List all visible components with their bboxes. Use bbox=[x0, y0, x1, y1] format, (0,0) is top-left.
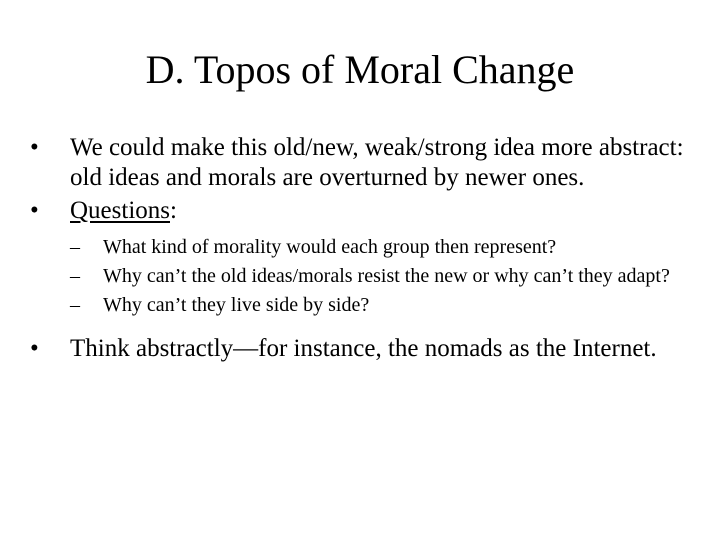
bullet-item bbox=[30, 133, 690, 193]
slide-title: D. Topos of Moral Change bbox=[145, 47, 575, 92]
dash-icon: – bbox=[70, 294, 80, 316]
sub-bullet-text: Why can’t they live side by side? bbox=[103, 294, 370, 316]
bullet-item-final bbox=[30, 334, 690, 364]
sub-bullet-item bbox=[30, 291, 690, 320]
sub-bullet-text: What kind of morality would each group then represent? bbox=[103, 236, 557, 258]
bullet-icon: • bbox=[30, 335, 39, 362]
sub-bullet-text: Why can’t the old ideas/morals resist the new or why can’t they adapt? bbox=[103, 265, 670, 287]
bullet-icon: • bbox=[30, 197, 39, 224]
questions-colon: : bbox=[170, 197, 177, 224]
bullet-item-questions bbox=[30, 196, 690, 226]
questions-label: Questions bbox=[70, 197, 170, 224]
slide-body bbox=[30, 133, 690, 367]
bullet-icon: • bbox=[30, 134, 39, 161]
dash-icon: – bbox=[70, 265, 80, 287]
bullet-text: We could make this old/new, weak/strong idea more abstract: old ideas and morals are overturned by newer ones. bbox=[70, 134, 684, 191]
dash-icon: – bbox=[70, 236, 80, 258]
sub-bullet-item bbox=[30, 233, 690, 262]
sub-bullet-item bbox=[30, 262, 690, 291]
bullet-text: Think abstractly—for instance, the nomads as the Internet. bbox=[70, 335, 657, 362]
question-list bbox=[30, 233, 690, 320]
